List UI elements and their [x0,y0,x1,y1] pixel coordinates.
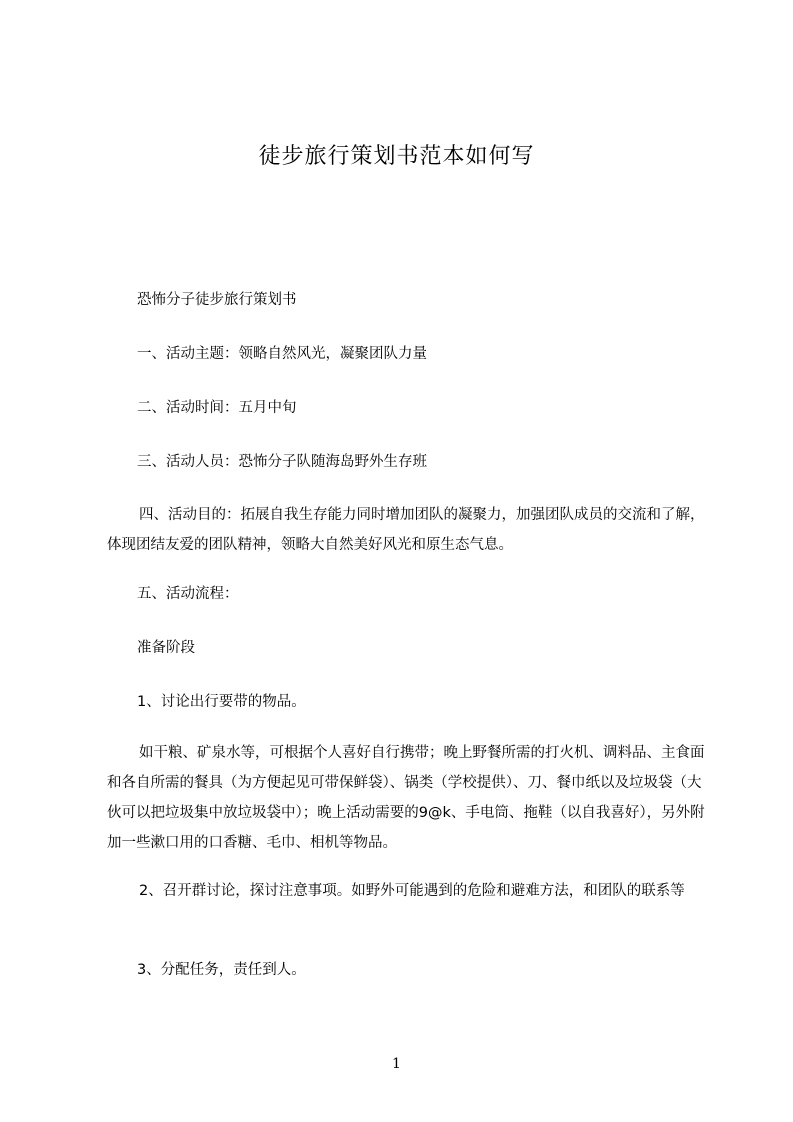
paragraph-activity-time: 二、活动时间：五月中旬 [137,400,297,416]
page-number: 1 [392,1056,401,1072]
paragraph-preparation-stage: 准备阶段 [137,640,195,656]
paragraph-step-1: 1、讨论出行要带的物品。 [137,694,306,710]
paragraph-step-3: 3、分配任务，责任到人。 [137,962,306,978]
paragraph-plan-heading: 恐怖分子徒步旅行策划书 [137,292,297,308]
paragraph-step-2: 2、召开群讨论，探讨注意事项。如野外可能遇到的危险和避难方法，和团队的联系等 [139,883,685,899]
document-title: 徒步旅行策划书范本如何写 [258,144,535,169]
paragraph-activity-theme: 一、活动主题：领略自然风光，凝聚团队力量 [137,346,427,362]
paragraph-activity-people: 三、活动人员：恐怖分子队随海岛野外生存班 [137,454,427,470]
paragraph-activity-purpose: 四、活动目的：拓展自我生存能力同时增加团队的凝聚力，加强团队成员的交流和了解，体现团结友爱的团队精神，领略大自然美好风光和原生态气息。 [107,507,705,553]
paragraph-activity-process: 五、活动流程： [137,586,239,602]
paragraph-items-list: 如干粮、矿泉水等，可根据个人喜好自行携带；晚上野餐所需的打火机、调料品、主食面和各自所需的餐具（为方便起见可带保鲜袋）、锅类（学校提供）、刀、餐巾纸以及垃圾袋（大伙可以把垃圾集中放垃圾袋中）；晚上活动需要的9@k、手电筒、拖鞋（以自我喜好），另外附加一些漱口用的口香糖、毛巾、相机等物品。 [107,745,705,851]
